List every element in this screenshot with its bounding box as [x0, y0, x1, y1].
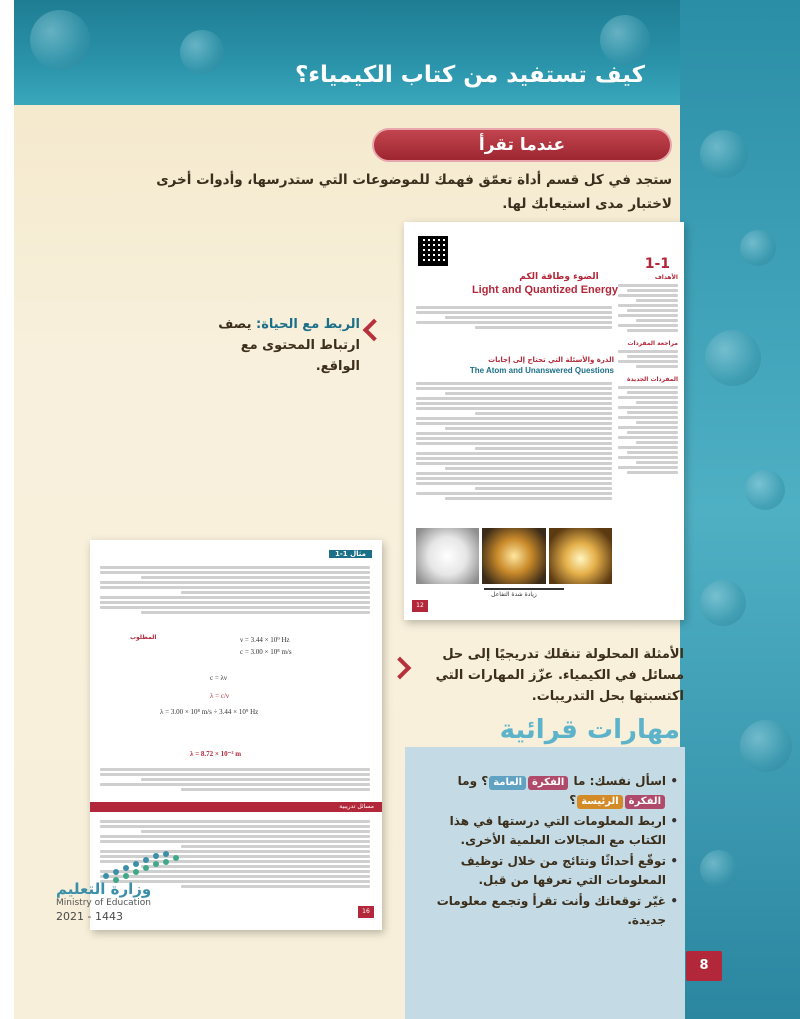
practice-label: مسائل تدريبية: [90, 802, 382, 812]
ministry-logo: [56, 880, 196, 923]
sidebar-heading: المفردات الجديدة: [627, 376, 678, 383]
list-item: • توقّع أحداثًا ونتائج من خلال توظيف المعلومات التي تعرفها من قبل.: [412, 852, 678, 890]
molecule-decoration: [700, 580, 746, 626]
photo-caption: زيادة شدة التفاعل: [491, 591, 537, 598]
and-word: وما: [457, 774, 478, 788]
ask-prefix: اسأل نفسك: ما: [573, 774, 666, 788]
list-item: • غيّر توقعاتك وأنت تقرأ وتجمع معلومات جديدة.: [412, 892, 678, 930]
molecule-decoration: [740, 720, 792, 772]
formula: λ = 3.00 × 10⁸ m/s ÷ 3.44 × 10⁹ Hz: [160, 708, 259, 716]
given-value: ν = 3.44 × 10⁹ Hz: [240, 636, 290, 644]
sidebar-heading: مراجعة المفردات: [627, 340, 678, 347]
flask-photo: [482, 528, 545, 584]
reading-skills-list: [412, 772, 678, 932]
book-page-number: 12: [412, 600, 428, 612]
molecule-decoration: [700, 850, 738, 888]
ministry-name-en: Ministry of Education: [56, 898, 151, 908]
example-title: مثال 1-1: [329, 550, 372, 558]
page-title: كيف تستفيد من كتاب الكيمياء؟: [294, 62, 646, 88]
subhead-ar: الذرة والأسئلة التي تحتاج إلى إجابات: [488, 356, 614, 364]
examples-callout: الأمثلة المحلولة تنقلك تدريجيًا إلى حل مسائل في الكيمياء. عزّز المهارات التي اكتسبتها بحل التدريبات.: [435, 647, 684, 704]
sidebar-heading: الأهداف: [654, 274, 678, 281]
qr-code-icon: [418, 236, 448, 266]
molecule-decoration: [745, 470, 785, 510]
tag-main: الرئيسة: [577, 795, 622, 809]
body-text: [416, 380, 612, 502]
molecule-decoration: [600, 15, 650, 65]
book-page-preview-1: [404, 222, 684, 620]
page-number: 8: [686, 951, 722, 981]
intro-text: ستجد في كل قسم أداة تعمّق فهمك للموضوعات التي ستدرسها، وأدوات أخرى لاختبار مدى استيعابك لها.: [156, 172, 672, 212]
subhead-en: The Atom and Unanswered Questions: [469, 366, 614, 375]
molecule-decoration: [740, 230, 776, 266]
callout-label: الربط مع الحياة:: [256, 317, 360, 332]
molecule-decoration: [700, 130, 748, 178]
molecule-decoration: [705, 330, 761, 386]
tag-idea: الفكرة: [528, 776, 568, 790]
molecule-decoration: [30, 10, 90, 70]
constant-value: c = 3.00 × 10⁸ m/s: [240, 648, 292, 656]
flask-photo: [549, 528, 612, 584]
section-pill: عندما تقرأ: [372, 128, 672, 162]
photo-strip: [416, 528, 612, 584]
molecule-decoration: [180, 30, 224, 74]
required-label: المطلوب: [130, 634, 157, 641]
example-body: [100, 766, 370, 793]
list-item: • اسأل نفسك: ما الفكرةالعامة؟ وما الفكرةالرئيسة؟: [412, 772, 678, 810]
ministry-logo-dots: [96, 848, 206, 884]
example-body: [100, 564, 370, 616]
book-page-number: 16: [358, 906, 374, 918]
flask-photo: [416, 528, 479, 584]
tag-idea: الفكرة: [625, 795, 665, 809]
section-number: 1-1: [644, 256, 670, 272]
lesson-title-en: Light and Quantized Energy: [471, 284, 618, 296]
body-text: [416, 304, 612, 331]
edition-year: 2021 - 1443: [56, 910, 123, 923]
arrow-icon: [484, 588, 564, 590]
callout-text: يصف ارتباط المحتوى مع الواقع.: [218, 317, 360, 374]
reading-skills-title: مهارات قرائية: [499, 715, 680, 745]
result: λ = 8.72 × 10⁻² m: [190, 750, 242, 758]
left-edge: [0, 0, 14, 1019]
sidebar: [618, 274, 678, 476]
list-item: • اربط المعلومات التي درستها في هذا الكتاب مع المجالات العلمية الأخرى.: [412, 812, 678, 850]
lesson-title-ar: الضوء وطاقة الكم: [519, 272, 599, 282]
formula: c = λν: [210, 674, 227, 682]
formula: λ = c/ν: [210, 692, 230, 700]
real-life-callout: [200, 314, 360, 377]
ministry-name-ar: وزارة التعليم: [56, 880, 152, 898]
tag-general: العامة: [489, 776, 526, 790]
